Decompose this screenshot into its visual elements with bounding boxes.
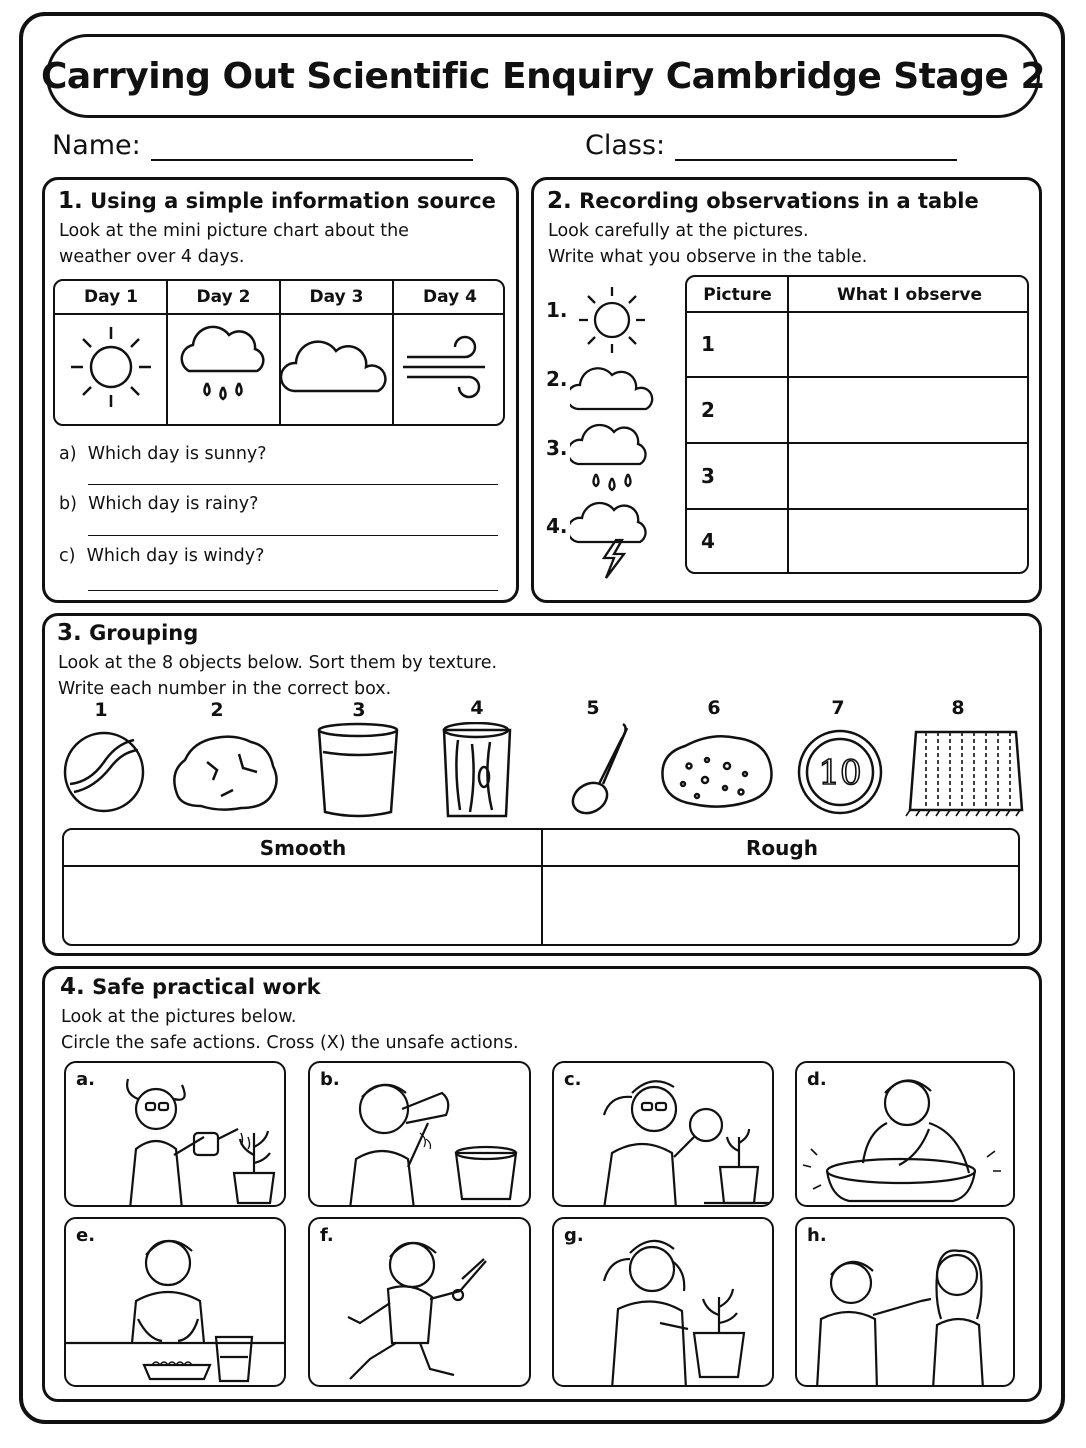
instruction-line: weather over 4 days.: [59, 247, 245, 267]
boy-splashing-water-icon: [797, 1063, 1015, 1207]
object-number: 4: [470, 697, 484, 719]
question-c: [59, 546, 264, 566]
section-3-number: 3.: [57, 620, 82, 646]
boy-handling-soil-icon: [66, 1219, 286, 1387]
answer-line-c[interactable]: [88, 590, 498, 591]
spoon-icon: [567, 724, 627, 819]
answer-line-b[interactable]: [88, 535, 498, 536]
instruction-line: Look at the 8 objects below. Sort them by texture.: [58, 653, 498, 673]
question-b: [59, 494, 258, 514]
sun-icon: [579, 287, 645, 353]
coin-icon: [799, 731, 881, 813]
table-row-number: 3: [701, 464, 715, 488]
marble-icon: [65, 733, 143, 811]
class-label: Class:: [585, 130, 666, 161]
object-number: 8: [951, 697, 965, 719]
section-1-heading: Using a simple information source: [90, 189, 496, 213]
safety-card-g[interactable]: [552, 1217, 774, 1387]
table-row-number: 4: [701, 529, 715, 553]
section-1-title: [58, 188, 496, 214]
day-3-header: Day 3: [309, 287, 364, 307]
instruction-line: Circle the safe actions. Cross (X) the unsafe actions.: [61, 1033, 519, 1053]
class-field[interactable]: [675, 135, 957, 161]
observation-pictures: [570, 280, 670, 590]
section-3-instructions: [58, 650, 497, 702]
object-number: 5: [586, 697, 600, 719]
section-2-heading: Recording observations in a table: [579, 189, 979, 213]
observe-column-header: What I observe: [836, 285, 983, 305]
answer-line-a[interactable]: [88, 484, 498, 485]
safety-card-c[interactable]: [552, 1061, 774, 1207]
object-number: 6: [707, 697, 721, 719]
card-letter: b.: [320, 1069, 340, 1090]
question-text: Which day is rainy?: [88, 494, 259, 514]
object-number: 3: [352, 699, 366, 721]
title-banner: [41, 34, 1045, 118]
name-label: Name:: [52, 130, 141, 161]
picture-number: 3.: [546, 436, 568, 460]
day-4-header: Day 4: [423, 287, 477, 307]
rain-cloud-icon: [182, 327, 264, 399]
smooth-answer-box[interactable]: [66, 868, 540, 946]
cloud-icon: [281, 342, 385, 391]
boy-drinking-from-beaker-icon: [310, 1063, 531, 1207]
rain-cloud-icon: [570, 425, 646, 490]
instruction-line: Look at the mini picture chart about the: [59, 221, 409, 241]
observation-cell-4[interactable]: [790, 511, 1029, 574]
question-letter: c): [59, 546, 76, 566]
object-number: 7: [831, 697, 845, 719]
section-4-number: 4.: [60, 974, 85, 1000]
name-row: [52, 130, 473, 161]
storm-cloud-icon: [570, 503, 646, 578]
cloud-icon: [570, 368, 652, 409]
sponge-icon: [662, 736, 771, 806]
page-title: Carrying Out Scientific Enquiry Cambridge Stage 2: [41, 55, 1045, 97]
object-number: 2: [210, 699, 224, 721]
girl-planting-seedling-icon: [554, 1219, 774, 1387]
card-letter: g.: [564, 1225, 584, 1246]
instruction-line: Write each number in the correct box.: [58, 679, 392, 699]
section-2-instructions: [548, 218, 867, 270]
picture-number: 2.: [546, 367, 568, 391]
wind-icon: [403, 337, 485, 397]
table-row-number: 2: [701, 398, 715, 422]
card-letter: e.: [76, 1225, 96, 1246]
instruction-line: Look carefully at the pictures.: [548, 221, 809, 241]
safety-card-d[interactable]: [795, 1061, 1015, 1207]
object-number: 1: [94, 699, 108, 721]
smooth-header: Smooth: [259, 836, 347, 860]
boy-pointing-at-girl-icon: [797, 1219, 1015, 1387]
boy-running-with-scissors-icon: [310, 1219, 531, 1387]
safety-card-f[interactable]: [308, 1217, 531, 1387]
card-letter: f.: [320, 1225, 334, 1246]
section-4-heading: Safe practical work: [92, 975, 321, 999]
question-letter: a): [59, 444, 77, 464]
rock-icon: [174, 737, 276, 810]
rough-answer-box[interactable]: [544, 868, 1020, 946]
rough-header: Rough: [746, 836, 818, 860]
sun-icon: [71, 327, 151, 407]
table-row-number: 1: [701, 332, 715, 356]
instruction-line: Look at the pictures below.: [61, 1007, 297, 1027]
question-letter: b): [59, 494, 77, 514]
wool-fabric-icon: [906, 732, 1022, 816]
class-row: [585, 130, 957, 161]
question-text: Which day is windy?: [86, 546, 265, 566]
section-2-number: 2.: [547, 188, 572, 214]
card-letter: h.: [807, 1225, 827, 1246]
weather-chart: [53, 279, 505, 426]
day-1-header: Day 1: [84, 287, 138, 307]
section-3-heading: Grouping: [89, 621, 199, 645]
day-2-header: Day 2: [196, 287, 251, 307]
section-1-number: 1.: [58, 188, 83, 214]
observation-table: [685, 275, 1029, 574]
observation-cell-3[interactable]: [790, 445, 1029, 508]
safety-card-e[interactable]: [64, 1217, 286, 1387]
name-field[interactable]: [151, 135, 473, 161]
picture-number: 4.: [546, 514, 568, 538]
observation-cell-1[interactable]: [790, 314, 1029, 376]
picture-number: 1.: [546, 298, 568, 322]
section-3-title: [57, 620, 198, 646]
girl-watering-plant-icon: [66, 1063, 286, 1207]
card-letter: c.: [564, 1069, 582, 1090]
coin-value: 10: [818, 753, 862, 793]
safety-card-a[interactable]: [64, 1061, 286, 1207]
tree-bark-icon: [444, 723, 510, 816]
girl-magnifying-glass-icon: [554, 1063, 774, 1207]
picture-column-header: Picture: [703, 285, 772, 305]
grouping-objects: [55, 722, 1035, 822]
question-text: Which day is sunny?: [87, 444, 267, 464]
sorting-table: [62, 828, 1020, 946]
safety-card-h[interactable]: [795, 1217, 1015, 1387]
question-a: [59, 444, 267, 464]
safety-card-b[interactable]: [308, 1061, 531, 1207]
section-1-instructions: [59, 218, 409, 270]
instruction-line: Write what you observe in the table.: [548, 247, 868, 267]
glass-icon: [319, 724, 397, 816]
card-letter: a.: [76, 1069, 95, 1090]
section-2-title: [547, 188, 979, 214]
card-letter: d.: [807, 1069, 827, 1090]
section-4-instructions: [61, 1004, 519, 1056]
observation-cell-2[interactable]: [790, 379, 1029, 442]
section-4-title: [60, 974, 321, 1000]
